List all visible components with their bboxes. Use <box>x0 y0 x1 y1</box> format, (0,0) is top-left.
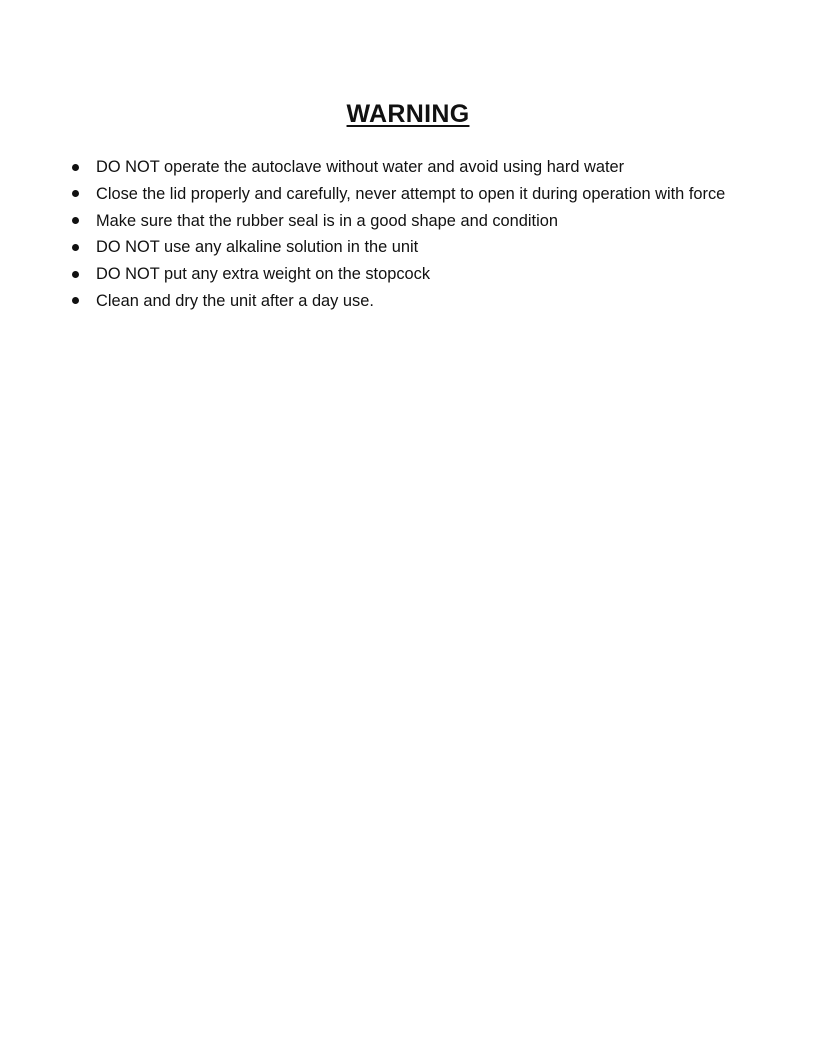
warning-text: Close the lid properly and carefully, never attempt to open it during operation with force <box>96 184 726 203</box>
warning-item <box>72 154 742 181</box>
warning-list <box>72 154 742 315</box>
warning-text: Make sure that the rubber seal is in a good shape and condition <box>96 211 558 230</box>
warning-item <box>72 208 742 235</box>
warning-item <box>72 234 742 261</box>
bullet-icon <box>72 190 79 197</box>
bullet-icon <box>72 297 79 304</box>
bullet-icon <box>72 164 79 171</box>
warning-text: DO NOT operate the autoclave without water and avoid using hard water <box>96 158 625 176</box>
warning-text: DO NOT use any alkaline solution in the unit <box>96 238 419 257</box>
warning-title: WARNING <box>346 100 470 128</box>
warning-text: DO NOT put any extra weight on the stopcock <box>96 265 431 284</box>
bullet-icon <box>72 244 79 251</box>
warning-item <box>72 181 742 208</box>
warning-item <box>72 288 742 315</box>
warning-text: Clean and dry the unit after a day use. <box>96 291 374 310</box>
bullet-icon <box>72 217 79 224</box>
bullet-icon <box>72 271 79 278</box>
warning-item <box>72 261 742 288</box>
